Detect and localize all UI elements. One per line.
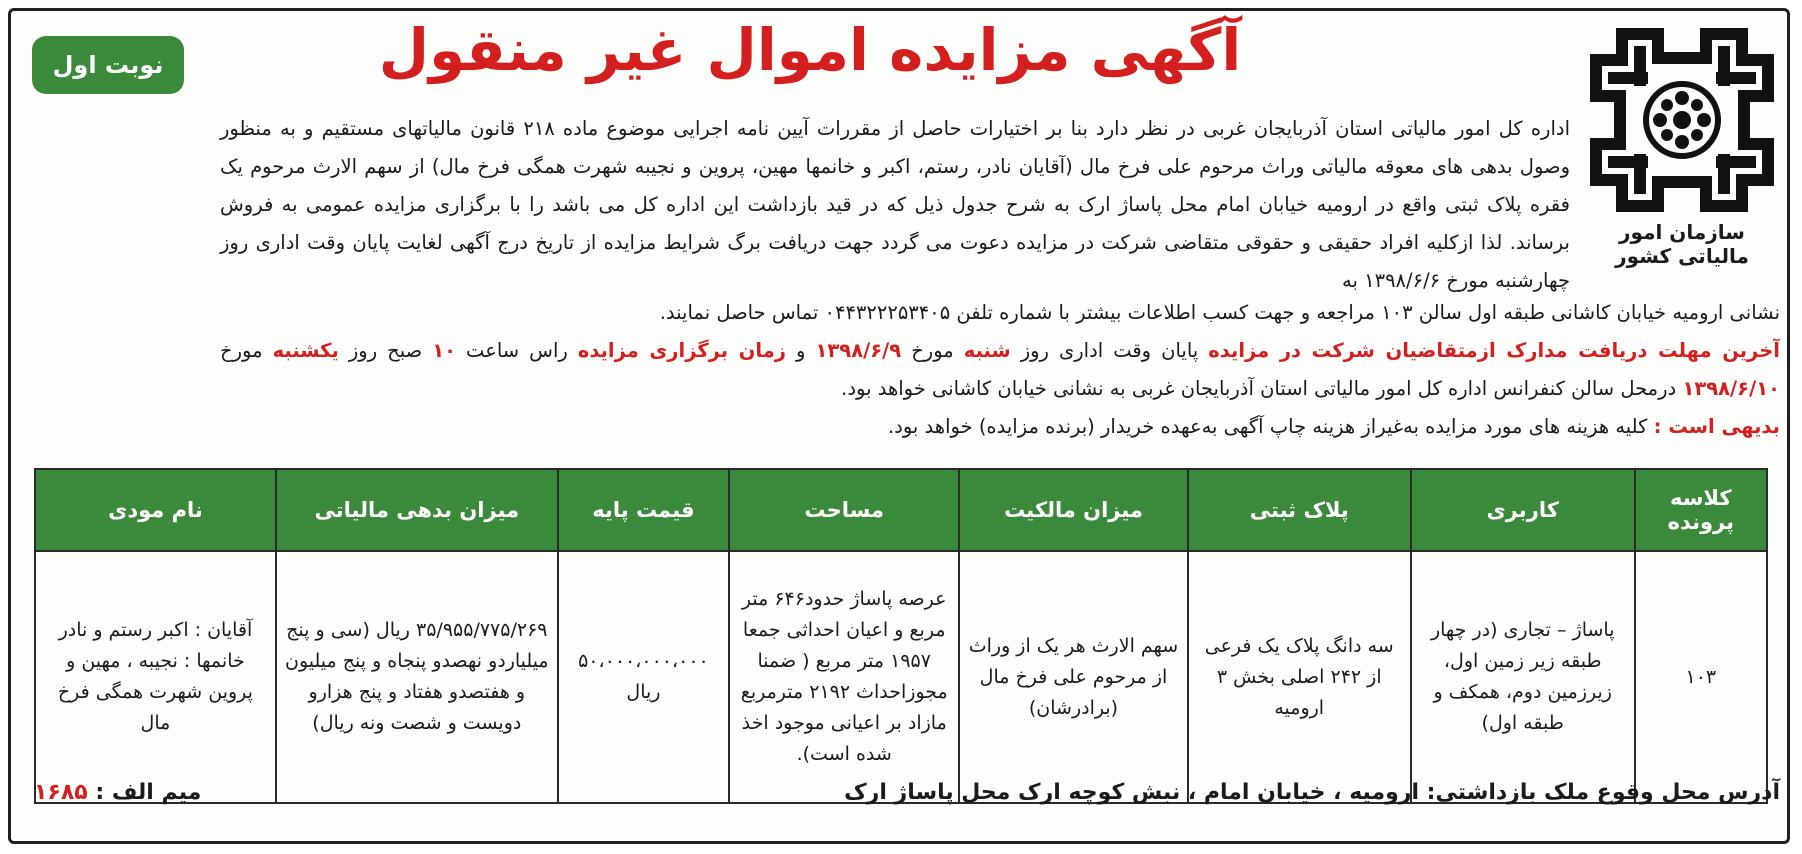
note-line [220,408,1780,446]
table-row [35,551,1767,803]
round-badge: نوبت اول [32,36,184,94]
cell-usage: پاساژ – تجاری (در چهار طبقه زیر زمین اول، زیرزمین دوم، همکف و طبقه اول) [1411,551,1635,803]
col-case-number: کلاسه پرونده [1635,469,1767,551]
cell-taxpayer-name: آقایان : اکبر رستم و نادر خانمها : نجیبه ، مهین و پروین شهرت همگی فرخ مال [35,551,276,803]
auction-table [34,468,1768,804]
reference-label: میم الف : [95,780,202,805]
org-logo [1584,22,1780,268]
auction-place: درمحل سالن کنفرانس اداره کل امور مالیاتی استان آذربایجان غربی به نشانی خیابان کاشانی خواهد بود. [841,377,1677,400]
org-name: سازمان امور مالیاتی کشور [1615,220,1749,268]
reference-number [34,780,201,805]
tax-organization-emblem-icon [1584,22,1780,218]
col-ownership: میزان مالکیت [959,469,1187,551]
reference-value: ۱۶۸۵ [34,780,88,805]
notice-paragraph: اداره کل امور مالیاتی استان آذربایجان غربی در نظر دارد بنا بر اختیارات حاصل از مقررات آیین نامه اجرایی موضوع ماده ۲۱۸ قانون مالیاتهای مستقیم و به منظور وصول بدهی های معوقه مالیاتی وراث مرحوم علی فرخ مال (آقایان نادر، رستم، اکبر و خانمها مهین، پروین و نجیبه شهرت همگی فرخ مال) از سهم الارث مرحوم یک فقره پلاک ثبتی واقع در ارومیه خیابان امام محل پاساژ ارک به شرح جدول ذیل که در قید بازداشت این اداره کل می باشد را با برگزاری مزایده عمومی به فروش برساند. لذا ازکلیه افراد حقیقی و حقوقی متقاضی شرکت در مزایده دعوت می گردد جهت دریافت برگ شرایط مزایده از تاریخ درج آگهی لغایت پایان وقت اداری روز چهارشنبه مورخ ۱۳۹۸/۶/۶ به [220,117,1570,292]
contact-line: نشانی ارومیه خیابان کاشانی طبقه اول سالن ۱۰۳ مراجعه و جهت کسب اطلاعات بیشتر با شماره تلفن ۰۴۴۳۲۲۲۵۳۴۰۵ تماس حاصل نمایند. [659,301,1780,324]
auction-mid1: راس ساعت [466,339,568,362]
col-usage: کاربری [1411,469,1635,551]
deadline-date: ۱۳۹۸/۶/۹ [815,339,902,362]
note-label: بدیهی است : [1653,415,1780,438]
note-text: کلیه هزینه های مورد مزایده به‌غیراز هزینه چاپ آگهی به‌عهده خریدار (برنده مزایده) خواهد بود. [887,415,1648,438]
cell-ownership: سهم الارث هر یک از وراث از مرحوم علی فرخ مال (برادرشان) [959,551,1187,803]
notice-details [220,294,1780,446]
deadline-label: آخرین مهلت دریافت مدارک ازمتقاضیان شرکت در مزایده [1208,339,1780,362]
deadline-day: شنبه [963,339,1011,362]
col-tax-debt: میزان بدهی مالیاتی [276,469,558,551]
deadline-and: و [796,339,806,362]
cell-area: عرصه پاساژ حدود۶۴۶ متر مربع و اعیان احداثی جمعا ۱۹۵۷ متر مربع ( ضمنا مجوزاحداث ۲۱۹۲ مترمربع مازاد بر اعیانی موجود اخذ شده است). [729,551,959,803]
notice-title: آگهی مزایده اموال غیر منقول [378,16,1242,84]
deadline-mid2: مورخ [911,339,954,362]
col-area: مساحت [729,469,959,551]
auction-mid2: صبح روز [348,339,423,362]
cell-base-price: ۵۰،۰۰۰،۰۰۰،۰۰۰ ریال [558,551,729,803]
cell-tax-debt: ۳۵/۹۵۵/۷۷۵/۲۶۹ ریال (سی و پنج میلیاردو نهصدو پنجاه و پنج میلیون و هفتصدو هفتاد و پنج هزارو دویست و شصت ونه ریال) [276,551,558,803]
col-taxpayer-name: نام مودی [35,469,276,551]
col-base-price: قیمت پایه [558,469,729,551]
deadline-line [220,332,1780,408]
auction-hour: ۱۰ [432,339,457,362]
cell-case-number: ۱۰۳ [1635,551,1767,803]
col-registration-plate: پلاک ثبتی [1188,469,1411,551]
auction-date: ۱۳۹۸/۶/۱۰ [1682,377,1780,400]
auction-time-label: زمان برگزاری مزایده [577,339,787,362]
auction-mid3: مورخ [220,339,263,362]
deadline-mid1: پایان وقت اداری روز [1020,339,1199,362]
cell-registration-plate: سه دانگ پلاک یک فرعی از ۲۴۲ اصلی بخش ۳ ارومیه [1188,551,1411,803]
property-address: آدرس محل وقوع ملک بازداشتی: ارومیه ، خیابان امام ، نبش کوچه ارک محل پاساژ ارک [844,780,1780,805]
auction-day: یکشنبه [272,339,339,362]
table-header-row [35,469,1767,551]
